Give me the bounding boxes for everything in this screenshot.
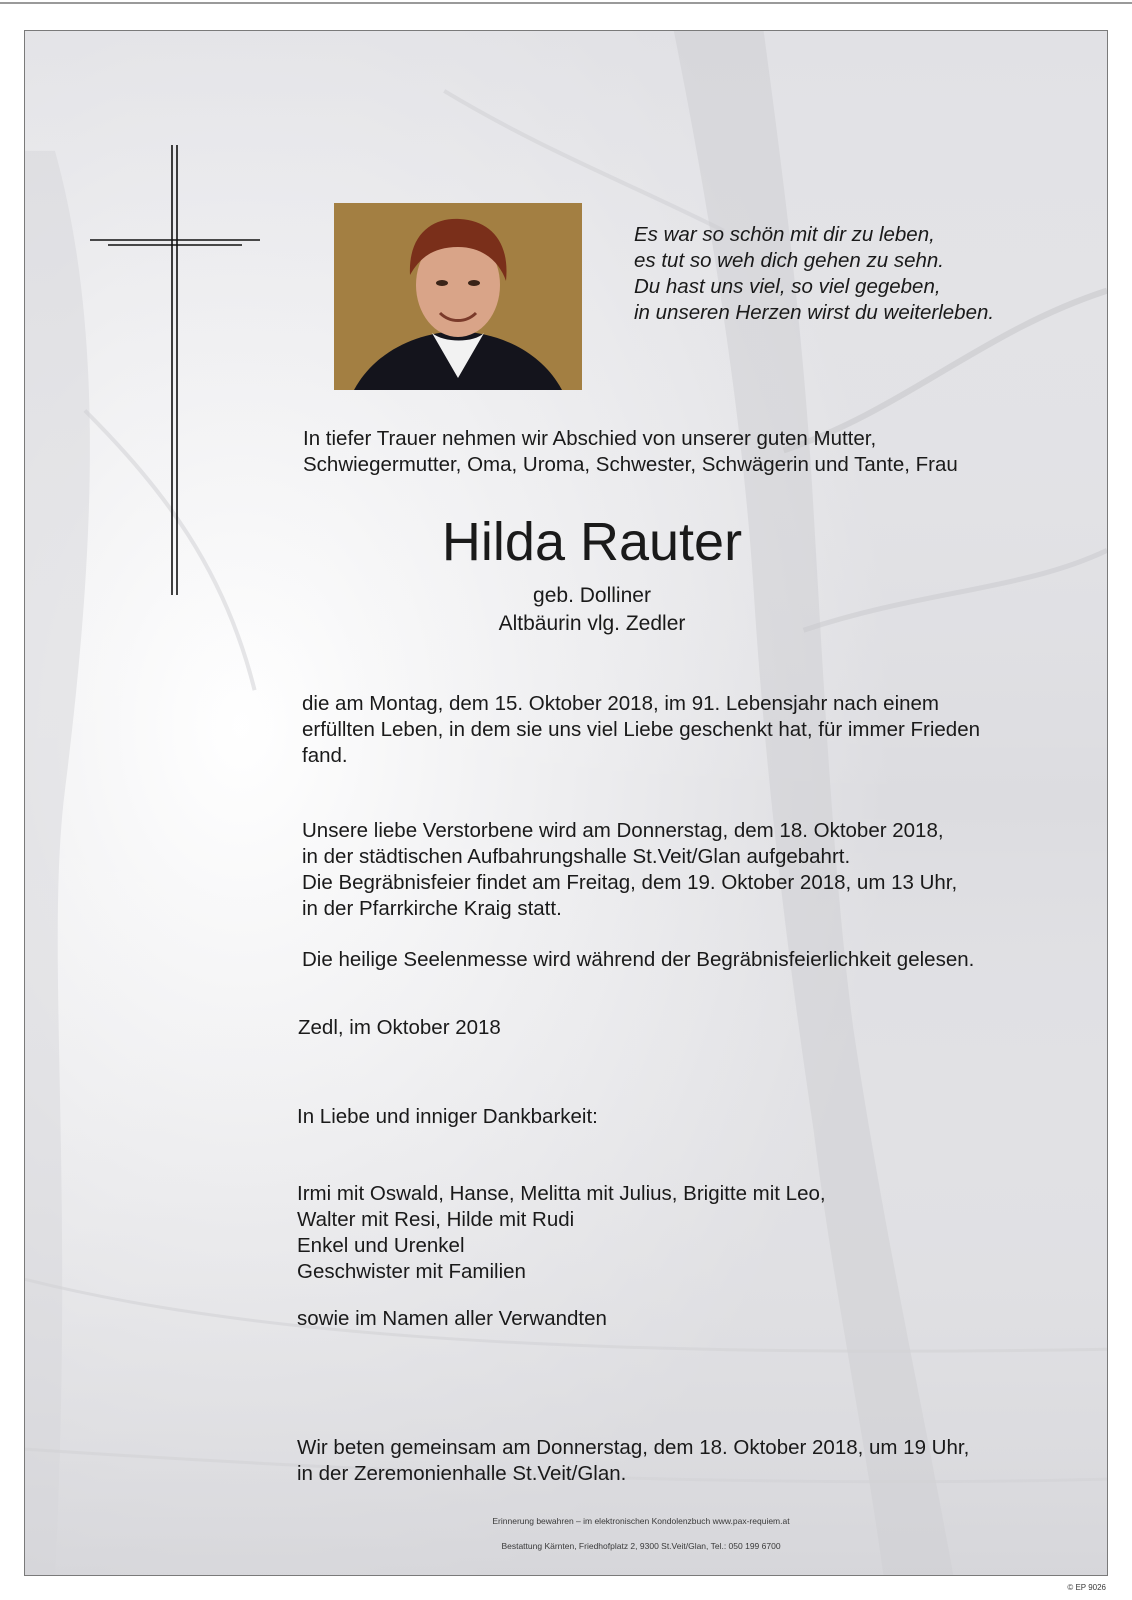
mourners-line: Geschwister mit Familien bbox=[297, 1260, 526, 1283]
arrangements-line: Unsere liebe Verstorbene wird am Donnerstag, dem 18. Oktober 2018, bbox=[302, 819, 944, 842]
prayer-line: in der Zeremonienhalle St.Veit/Glan. bbox=[297, 1462, 627, 1485]
relatives-line: sowie im Namen aller Verwandten bbox=[297, 1307, 607, 1330]
arrangements-paragraph bbox=[302, 818, 957, 922]
maiden-name: geb. Dolliner bbox=[533, 584, 651, 607]
poem-line: in unseren Herzen wirst du weiterleben. bbox=[634, 301, 995, 324]
deceased-portrait-photo bbox=[334, 203, 582, 390]
deceased-name: Hilda Rauter bbox=[441, 512, 743, 572]
intro-line: Schwiegermutter, Oma, Uroma, Schwester, Schwägerin und Tante, Frau bbox=[303, 453, 958, 476]
arrangements-line: in der städtischen Aufbahrungshalle St.Veit/Glan aufgebahrt. bbox=[302, 845, 851, 868]
mourners-list bbox=[297, 1181, 826, 1285]
death-notice-line: die am Montag, dem 15. Oktober 2018, im 91. Lebensjahr nach einem bbox=[302, 692, 940, 715]
form-code: © EP 9026 bbox=[1067, 1583, 1106, 1592]
mass-notice: Die heilige Seelenmesse wird während der Begräbnisfeierlichkeit gelesen. bbox=[302, 948, 975, 971]
poem-line: es tut so weh dich gehen zu sehn. bbox=[634, 249, 944, 272]
death-notice-paragraph bbox=[302, 691, 980, 769]
memorial-poem bbox=[634, 222, 994, 326]
mourners-line: Enkel und Urenkel bbox=[297, 1234, 465, 1257]
mourners-line: Walter mit Resi, Hilde mit Rudi bbox=[297, 1208, 575, 1231]
title-line: Altbäurin vlg. Zedler bbox=[498, 612, 686, 635]
mourners-line: Irmi mit Oswald, Hanse, Melitta mit Julius, Brigitte mit Leo, bbox=[297, 1182, 826, 1205]
intro-line: In tiefer Trauer nehmen wir Abschied von unserer guten Mutter, bbox=[303, 427, 877, 450]
prayer-paragraph bbox=[297, 1435, 969, 1487]
prayer-line: Wir beten gemeinsam am Donnerstag, dem 18. Oktober 2018, um 19 Uhr, bbox=[297, 1436, 970, 1459]
arrangements-line: Die Begräbnisfeier findet am Freitag, dem 19. Oktober 2018, um 13 Uhr, bbox=[302, 871, 958, 894]
place-date: Zedl, im Oktober 2018 bbox=[298, 1016, 501, 1039]
death-notice-line: fand. bbox=[302, 744, 348, 767]
poem-line: Du hast uns viel, so viel gegeben, bbox=[634, 275, 941, 298]
arrangements-line: in der Pfarrkirche Kraig statt. bbox=[302, 897, 562, 920]
death-notice-line: erfüllten Leben, in dem sie uns viel Liebe geschenkt hat, für immer Frieden bbox=[302, 718, 981, 741]
footer-condolence-line: Erinnerung bewahren – im elektronischen Kondolenzbuch www.pax-requiem.at bbox=[492, 1516, 790, 1526]
top-rule bbox=[0, 2, 1132, 4]
footer-undertaker-line: Bestattung Kärnten, Friedhofplatz 2, 9300 St.Veit/Glan, Tel.: 050 199 6700 bbox=[501, 1541, 781, 1551]
gratitude-line: In Liebe und inniger Dankbarkeit: bbox=[297, 1105, 598, 1128]
poem-line: Es war so schön mit dir zu leben, bbox=[634, 223, 935, 246]
intro-paragraph bbox=[303, 426, 958, 478]
